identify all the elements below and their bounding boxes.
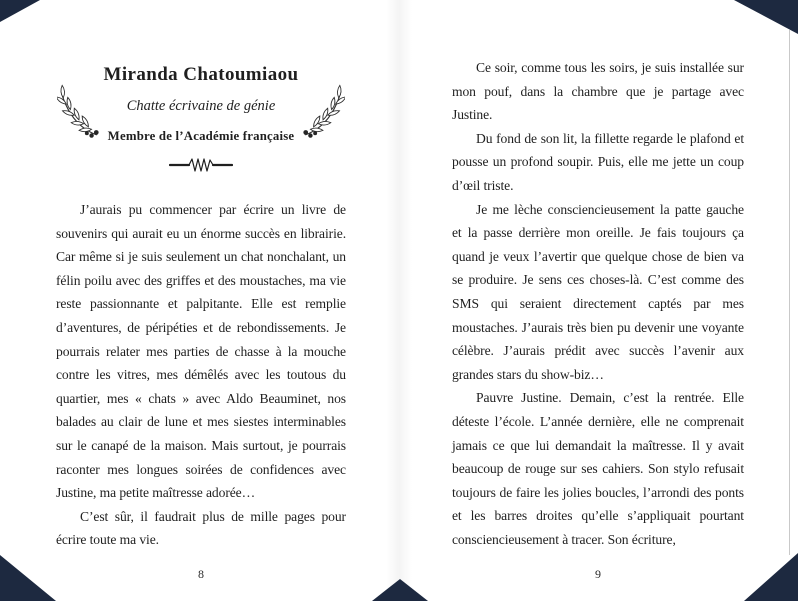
paragraph: Ce soir, comme tous les soirs, je suis installée sur mon pouf, dans la chambre que je partage avec Justine.	[452, 60, 744, 123]
page-edge-line	[789, 30, 790, 555]
laurel-branch-icon	[57, 83, 101, 141]
paragraph: J’aurais pu commencer par écrire un livre de souvenirs qui aurait eu un énorme succès en librairie. Car même si je suis seulement un chat nonchalant, un félin poilu avec des griffes et des moustaches, ma vie reste passionnante et palpitante. Elle est remplie d’aventures, de péripéties et de rebondissements. Je pourrais relater mes parties de chasse à la mouche contre les vitres, mes démêlés avec les toutous du quartier, mes « chats » avec Aldo Beauminet, nos balades au clair de lune et mes siestes interminables sur le canapé de la maison. Mais surtout, je pourrais raconter mes longues soirées de confidences avec Justine, ma petite maîtresse adorée…	[56, 202, 346, 501]
background-corner-top-left	[0, 0, 40, 22]
squiggle-divider-icon	[169, 158, 233, 172]
section-divider	[56, 158, 346, 174]
paragraph: C’est sûr, il faudrait plus de mille pages pour écrire toute ma vie.	[56, 508, 346, 548]
left-page-body	[56, 198, 346, 552]
chapter-header	[56, 64, 346, 144]
author-title: Miranda Chatoumiaou	[103, 64, 299, 85]
chapter-header-text	[104, 64, 299, 144]
page-number-left: 8	[198, 567, 204, 581]
background-notch-bottom-center	[372, 579, 428, 601]
author-affiliation: Membre de l’Académie française	[107, 129, 295, 143]
right-page	[452, 0, 744, 601]
background-corner-bottom-right	[744, 553, 798, 601]
paragraph: Je me lèche consciencieusement la patte gauche et la passe derrière mon oreille. Je fais toujours ça quand je veux l’avertir que quelque chose de bien va se produire. Je sens ces choses-là. C’est comme des SMS qui seraient directement captés par mes moustaches. J’aurais très bien pu devenir une voyante célèbre. J’aurais prédit avec succès l’avenir aux grandes stars du show-biz…	[452, 201, 744, 382]
author-subtitle: Chatte écrivaine de génie	[126, 98, 276, 114]
page-number-right: 9	[595, 567, 601, 581]
page-gutter	[386, 0, 412, 601]
paragraph: Pauvre Justine. Demain, c’est la rentrée. Elle déteste l’école. L’année dernière, elle ne comprenait jamais ce que lui demandait la maîtresse. Il y avait beaucoup de rouge sur ses cahiers. Son stylo refusait toujours de faire les jolies boucles, l’arrondi des ponts et les barres droites qu’elle s’appliquait pourtant consciencieusement à tracer. Son écriture,	[452, 390, 744, 547]
right-page-body	[452, 56, 744, 551]
background-corner-bottom-left	[0, 555, 56, 601]
left-page	[56, 0, 346, 601]
paragraph: Du fond de son lit, la fillette regarde le plafond et pousse un profond soupir. Puis, elle me jette un coup d’œil triste.	[452, 130, 744, 193]
laurel-branch-icon	[301, 83, 345, 141]
